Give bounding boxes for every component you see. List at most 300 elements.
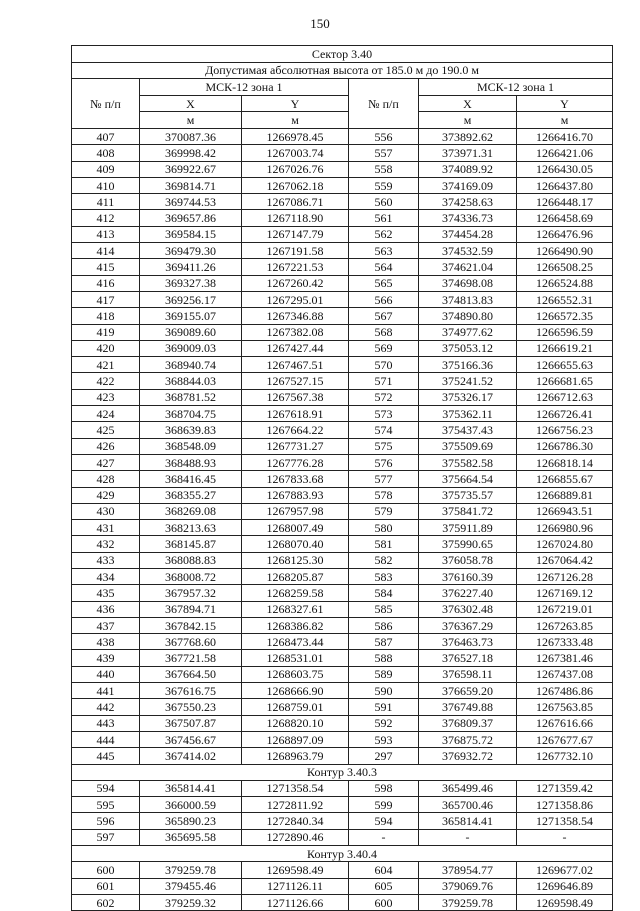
y-left: 1268603.75	[242, 666, 349, 682]
point-num-right: 600	[349, 894, 419, 910]
point-num-left: 440	[72, 666, 140, 682]
table-row	[72, 422, 613, 438]
x-left: 369814.71	[140, 177, 242, 193]
point-num-left: 443	[72, 715, 140, 731]
point-num-left: 411	[72, 194, 140, 210]
y-right: 1266552.31	[517, 291, 613, 307]
x-right: 375582.58	[419, 454, 517, 470]
point-num-left: 415	[72, 259, 140, 275]
point-num-left: 595	[72, 797, 140, 813]
point-num-left: 424	[72, 406, 140, 422]
table-row	[72, 406, 613, 422]
table-row	[72, 243, 613, 259]
col-num-right: № п/п	[349, 79, 419, 129]
x-right: 375326.17	[419, 389, 517, 405]
x-right: 375990.65	[419, 536, 517, 552]
y-left: 1267221.53	[242, 259, 349, 275]
y-right: 1267126.28	[517, 568, 613, 584]
y-right: 1267486.86	[517, 683, 613, 699]
x-left: 368639.83	[140, 422, 242, 438]
point-num-right: 578	[349, 487, 419, 503]
x-left: 379455.46	[140, 878, 242, 894]
point-num-right: 569	[349, 340, 419, 356]
y-right: 1267219.01	[517, 601, 613, 617]
y-right: 1269646.89	[517, 878, 613, 894]
x-left: 368269.08	[140, 503, 242, 519]
point-num-right: 565	[349, 275, 419, 291]
point-num-right: 598	[349, 780, 419, 796]
point-num-left: 434	[72, 568, 140, 584]
point-num-left: 423	[72, 389, 140, 405]
point-num-left: 438	[72, 634, 140, 650]
section-title-row	[72, 764, 613, 780]
table-row	[72, 487, 613, 503]
y-right: 1267263.85	[517, 617, 613, 633]
y-left: 1271358.54	[242, 780, 349, 796]
x-left: 369155.07	[140, 308, 242, 324]
y-left: 1268070.40	[242, 536, 349, 552]
y-right: 1266430.05	[517, 161, 613, 177]
table-row	[72, 226, 613, 242]
col-y-right: Y	[517, 95, 613, 112]
point-num-right: 583	[349, 568, 419, 584]
x-right: 374621.04	[419, 259, 517, 275]
x-right: 375166.36	[419, 357, 517, 373]
y-right: 1266437.80	[517, 177, 613, 193]
point-num-right: 585	[349, 601, 419, 617]
point-num-left: 430	[72, 503, 140, 519]
y-left: 1267382.08	[242, 324, 349, 340]
y-left: 1267883.93	[242, 487, 349, 503]
y-right: 1266448.17	[517, 194, 613, 210]
point-num-right: 589	[349, 666, 419, 682]
y-right: 1266572.35	[517, 308, 613, 324]
point-num-right: 558	[349, 161, 419, 177]
x-left: 367721.58	[140, 650, 242, 666]
x-left: 365890.23	[140, 813, 242, 829]
x-right: 376160.39	[419, 568, 517, 584]
point-num-left: 418	[72, 308, 140, 324]
y-left: 1268820.10	[242, 715, 349, 731]
point-num-left: 445	[72, 748, 140, 764]
table-row	[72, 731, 613, 747]
table-row	[72, 145, 613, 161]
x-right: 379069.76	[419, 878, 517, 894]
table-row	[72, 699, 613, 715]
x-left: 369327.38	[140, 275, 242, 291]
point-num-left: 426	[72, 438, 140, 454]
y-right: 1267333.48	[517, 634, 613, 650]
point-num-left: 410	[72, 177, 140, 193]
x-right: 376598.11	[419, 666, 517, 682]
y-left: 1271126.66	[242, 894, 349, 910]
y-left: 1267664.22	[242, 422, 349, 438]
page-number: 150	[310, 16, 330, 31]
point-num-left: 414	[72, 243, 140, 259]
y-right: 1266726.41	[517, 406, 613, 422]
x-right: 375053.12	[419, 340, 517, 356]
y-left: 1267776.28	[242, 454, 349, 470]
point-num-left: 596	[72, 813, 140, 829]
x-right: 374977.62	[419, 324, 517, 340]
x-left: 366000.59	[140, 797, 242, 813]
point-num-right: 559	[349, 177, 419, 193]
x-right: 374890.80	[419, 308, 517, 324]
table-row	[72, 650, 613, 666]
point-num-right: 570	[349, 357, 419, 373]
table-body	[72, 128, 613, 910]
x-left: 365695.58	[140, 829, 242, 845]
y-left: 1268125.30	[242, 552, 349, 568]
x-left: 367616.75	[140, 683, 242, 699]
y-right: 1266490.90	[517, 243, 613, 259]
x-right: 379259.78	[419, 894, 517, 910]
table-row	[72, 357, 613, 373]
y-left: 1268007.49	[242, 520, 349, 536]
point-num-right: 572	[349, 389, 419, 405]
table-row	[72, 471, 613, 487]
point-num-right: 574	[349, 422, 419, 438]
point-num-left: 436	[72, 601, 140, 617]
x-right: 373892.62	[419, 128, 517, 144]
point-num-left: 594	[72, 780, 140, 796]
y-right: 1266508.25	[517, 259, 613, 275]
point-num-right: 588	[349, 650, 419, 666]
y-left: 1267147.79	[242, 226, 349, 242]
x-left: 367842.15	[140, 617, 242, 633]
point-num-left: 416	[72, 275, 140, 291]
y-right: 1267677.67	[517, 731, 613, 747]
x-right: 365499.46	[419, 780, 517, 796]
point-num-right: 593	[349, 731, 419, 747]
table-row	[72, 585, 613, 601]
x-left: 370087.36	[140, 128, 242, 144]
table-row	[72, 617, 613, 633]
x-right: 374258.63	[419, 194, 517, 210]
y-right: 1266416.70	[517, 128, 613, 144]
y-left: 1267467.51	[242, 357, 349, 373]
x-left: 368416.45	[140, 471, 242, 487]
x-left: 368145.87	[140, 536, 242, 552]
x-right: 376302.48	[419, 601, 517, 617]
x-right: 376875.72	[419, 731, 517, 747]
point-num-left: 431	[72, 520, 140, 536]
y-right: 1266943.51	[517, 503, 613, 519]
y-left: 1267618.91	[242, 406, 349, 422]
y-left: 1267346.88	[242, 308, 349, 324]
y-right: 1267437.08	[517, 666, 613, 682]
table-row	[72, 308, 613, 324]
col-x-left: X	[140, 95, 242, 112]
x-right: 374813.83	[419, 291, 517, 307]
point-num-right: 571	[349, 373, 419, 389]
y-right: 1266681.65	[517, 373, 613, 389]
x-right: 374454.28	[419, 226, 517, 242]
unit-y-left: м	[242, 112, 349, 129]
section-title: Контур 3.40.3	[72, 764, 613, 780]
y-left: 1268386.82	[242, 617, 349, 633]
point-num-right: 579	[349, 503, 419, 519]
table-row	[72, 194, 613, 210]
x-left: 367957.32	[140, 585, 242, 601]
col-y-left: Y	[242, 95, 349, 112]
x-right: 376659.20	[419, 683, 517, 699]
table-row	[72, 128, 613, 144]
point-num-right: 567	[349, 308, 419, 324]
table-row	[72, 291, 613, 307]
height-caption: Допустимая абсолютная высота от 185.0 м до 190.0 м	[72, 62, 613, 79]
y-right: 1271358.54	[517, 813, 613, 829]
x-right: 365814.41	[419, 813, 517, 829]
y-right: 1269677.02	[517, 862, 613, 878]
point-num-left: 417	[72, 291, 140, 307]
point-num-left: 421	[72, 357, 140, 373]
point-num-right: 586	[349, 617, 419, 633]
point-num-right: 297	[349, 748, 419, 764]
y-right: 1266855.67	[517, 471, 613, 487]
table-row	[72, 601, 613, 617]
x-right: 375509.69	[419, 438, 517, 454]
point-num-left: 437	[72, 617, 140, 633]
col-num-left: № п/п	[72, 79, 140, 129]
point-num-left: 407	[72, 128, 140, 144]
y-right: 1267169.12	[517, 585, 613, 601]
y-right: 1266818.14	[517, 454, 613, 470]
y-left: 1268759.01	[242, 699, 349, 715]
point-num-right: 580	[349, 520, 419, 536]
point-num-left: 602	[72, 894, 140, 910]
x-left: 367456.67	[140, 731, 242, 747]
unit-x-left: м	[140, 112, 242, 129]
y-left: 1268259.58	[242, 585, 349, 601]
y-left: 1268531.01	[242, 650, 349, 666]
y-left: 1267062.18	[242, 177, 349, 193]
x-left: 369479.30	[140, 243, 242, 259]
y-left: 1267957.98	[242, 503, 349, 519]
x-left: 368355.27	[140, 487, 242, 503]
x-left: 369089.60	[140, 324, 242, 340]
point-num-left: 429	[72, 487, 140, 503]
x-right: 376749.88	[419, 699, 517, 715]
point-num-right: 591	[349, 699, 419, 715]
x-right: 375911.89	[419, 520, 517, 536]
y-right: 1266524.88	[517, 275, 613, 291]
table-row	[72, 520, 613, 536]
table-row	[72, 259, 613, 275]
point-num-right: 575	[349, 438, 419, 454]
table-row	[72, 797, 613, 813]
coordinates-table	[71, 45, 613, 911]
table-row	[72, 210, 613, 226]
table-row	[72, 503, 613, 519]
point-num-right: 604	[349, 862, 419, 878]
x-left: 369256.17	[140, 291, 242, 307]
x-right: 374698.08	[419, 275, 517, 291]
y-right: 1267732.10	[517, 748, 613, 764]
point-num-right: 594	[349, 813, 419, 829]
y-left: 1269598.49	[242, 862, 349, 878]
x-left: 368488.93	[140, 454, 242, 470]
table-row	[72, 568, 613, 584]
x-left: 367414.02	[140, 748, 242, 764]
point-num-right: 566	[349, 291, 419, 307]
point-num-right: 587	[349, 634, 419, 650]
y-right: 1266712.63	[517, 389, 613, 405]
point-num-right: 560	[349, 194, 419, 210]
table-row	[72, 634, 613, 650]
point-num-left: 435	[72, 585, 140, 601]
table-row	[72, 878, 613, 894]
point-num-left: 425	[72, 422, 140, 438]
x-left: 367664.50	[140, 666, 242, 682]
point-num-left: 600	[72, 862, 140, 878]
point-num-right: -	[349, 829, 419, 845]
x-left: 369922.67	[140, 161, 242, 177]
point-num-right: 561	[349, 210, 419, 226]
point-num-right: 599	[349, 797, 419, 813]
y-left: 1267295.01	[242, 291, 349, 307]
point-num-left: 432	[72, 536, 140, 552]
y-right: 1267064.42	[517, 552, 613, 568]
x-right: 376809.37	[419, 715, 517, 731]
x-left: 368940.74	[140, 357, 242, 373]
y-left: 1268205.87	[242, 568, 349, 584]
point-num-left: 409	[72, 161, 140, 177]
sector-title: Сектор 3.40	[72, 46, 613, 63]
table-row	[72, 683, 613, 699]
x-left: 367550.23	[140, 699, 242, 715]
point-num-right: 573	[349, 406, 419, 422]
x-right: 374532.59	[419, 243, 517, 259]
point-num-right: 576	[349, 454, 419, 470]
x-left: 379259.78	[140, 862, 242, 878]
x-left: 368213.63	[140, 520, 242, 536]
y-right: 1266786.30	[517, 438, 613, 454]
y-right: 1267563.85	[517, 699, 613, 715]
y-left: 1267567.38	[242, 389, 349, 405]
point-num-right: 584	[349, 585, 419, 601]
table-row	[72, 813, 613, 829]
x-left: 368088.83	[140, 552, 242, 568]
point-num-right: 563	[349, 243, 419, 259]
x-right: 375362.11	[419, 406, 517, 422]
point-num-left: 597	[72, 829, 140, 845]
table-row	[72, 454, 613, 470]
point-num-right: 557	[349, 145, 419, 161]
y-right: 1271358.86	[517, 797, 613, 813]
table-row	[72, 862, 613, 878]
table-row	[72, 666, 613, 682]
x-left: 369744.53	[140, 194, 242, 210]
x-left: 367894.71	[140, 601, 242, 617]
x-right: 375664.54	[419, 471, 517, 487]
y-right: 1267381.46	[517, 650, 613, 666]
y-right: 1267616.66	[517, 715, 613, 731]
x-right: 376932.72	[419, 748, 517, 764]
y-left: 1272890.46	[242, 829, 349, 845]
y-left: 1267003.74	[242, 145, 349, 161]
y-left: 1267833.68	[242, 471, 349, 487]
x-right: 375241.52	[419, 373, 517, 389]
x-right: 375735.57	[419, 487, 517, 503]
point-num-left: 419	[72, 324, 140, 340]
x-right: 373971.31	[419, 145, 517, 161]
y-right: 1266458.69	[517, 210, 613, 226]
y-left: 1267527.15	[242, 373, 349, 389]
x-right: -	[419, 829, 517, 845]
y-left: 1272840.34	[242, 813, 349, 829]
point-num-right: 564	[349, 259, 419, 275]
y-right: 1266619.21	[517, 340, 613, 356]
y-right: 1271359.42	[517, 780, 613, 796]
x-left: 368704.75	[140, 406, 242, 422]
point-num-right: 581	[349, 536, 419, 552]
x-left: 369411.26	[140, 259, 242, 275]
x-right: 374336.73	[419, 210, 517, 226]
table-row	[72, 748, 613, 764]
y-left: 1267731.27	[242, 438, 349, 454]
x-right: 376367.29	[419, 617, 517, 633]
x-left: 368844.03	[140, 373, 242, 389]
table-row	[72, 177, 613, 193]
table-row	[72, 552, 613, 568]
y-left: 1267260.42	[242, 275, 349, 291]
point-num-left: 408	[72, 145, 140, 161]
y-left: 1267427.44	[242, 340, 349, 356]
unit-x-right: м	[419, 112, 517, 129]
y-right: 1269598.49	[517, 894, 613, 910]
point-num-left: 420	[72, 340, 140, 356]
x-right: 376463.73	[419, 634, 517, 650]
unit-y-right: м	[517, 112, 613, 129]
y-left: 1268473.44	[242, 634, 349, 650]
zone-header-right: МСК-12 зона 1	[419, 79, 613, 96]
y-left: 1266978.45	[242, 128, 349, 144]
x-right: 374089.92	[419, 161, 517, 177]
y-right: 1266655.63	[517, 357, 613, 373]
point-num-right: 605	[349, 878, 419, 894]
point-num-right: 562	[349, 226, 419, 242]
y-right: 1266980.96	[517, 520, 613, 536]
table-row	[72, 389, 613, 405]
section-title-row	[72, 846, 613, 862]
x-right: 376527.18	[419, 650, 517, 666]
y-left: 1272811.92	[242, 797, 349, 813]
point-num-right: 568	[349, 324, 419, 340]
x-right: 365700.46	[419, 797, 517, 813]
x-left: 368781.52	[140, 389, 242, 405]
point-num-left: 442	[72, 699, 140, 715]
x-left: 369657.86	[140, 210, 242, 226]
y-left: 1267026.76	[242, 161, 349, 177]
y-right: 1267024.80	[517, 536, 613, 552]
point-num-left: 439	[72, 650, 140, 666]
point-num-left: 413	[72, 226, 140, 242]
table-row	[72, 894, 613, 910]
y-right: 1266756.23	[517, 422, 613, 438]
y-left: 1267118.90	[242, 210, 349, 226]
table-row	[72, 780, 613, 796]
x-right: 375841.72	[419, 503, 517, 519]
x-left: 367507.87	[140, 715, 242, 731]
table-row	[72, 161, 613, 177]
y-left: 1267086.71	[242, 194, 349, 210]
table-row	[72, 275, 613, 291]
y-left: 1268666.90	[242, 683, 349, 699]
x-right: 375437.43	[419, 422, 517, 438]
point-num-right: 577	[349, 471, 419, 487]
point-num-left: 422	[72, 373, 140, 389]
